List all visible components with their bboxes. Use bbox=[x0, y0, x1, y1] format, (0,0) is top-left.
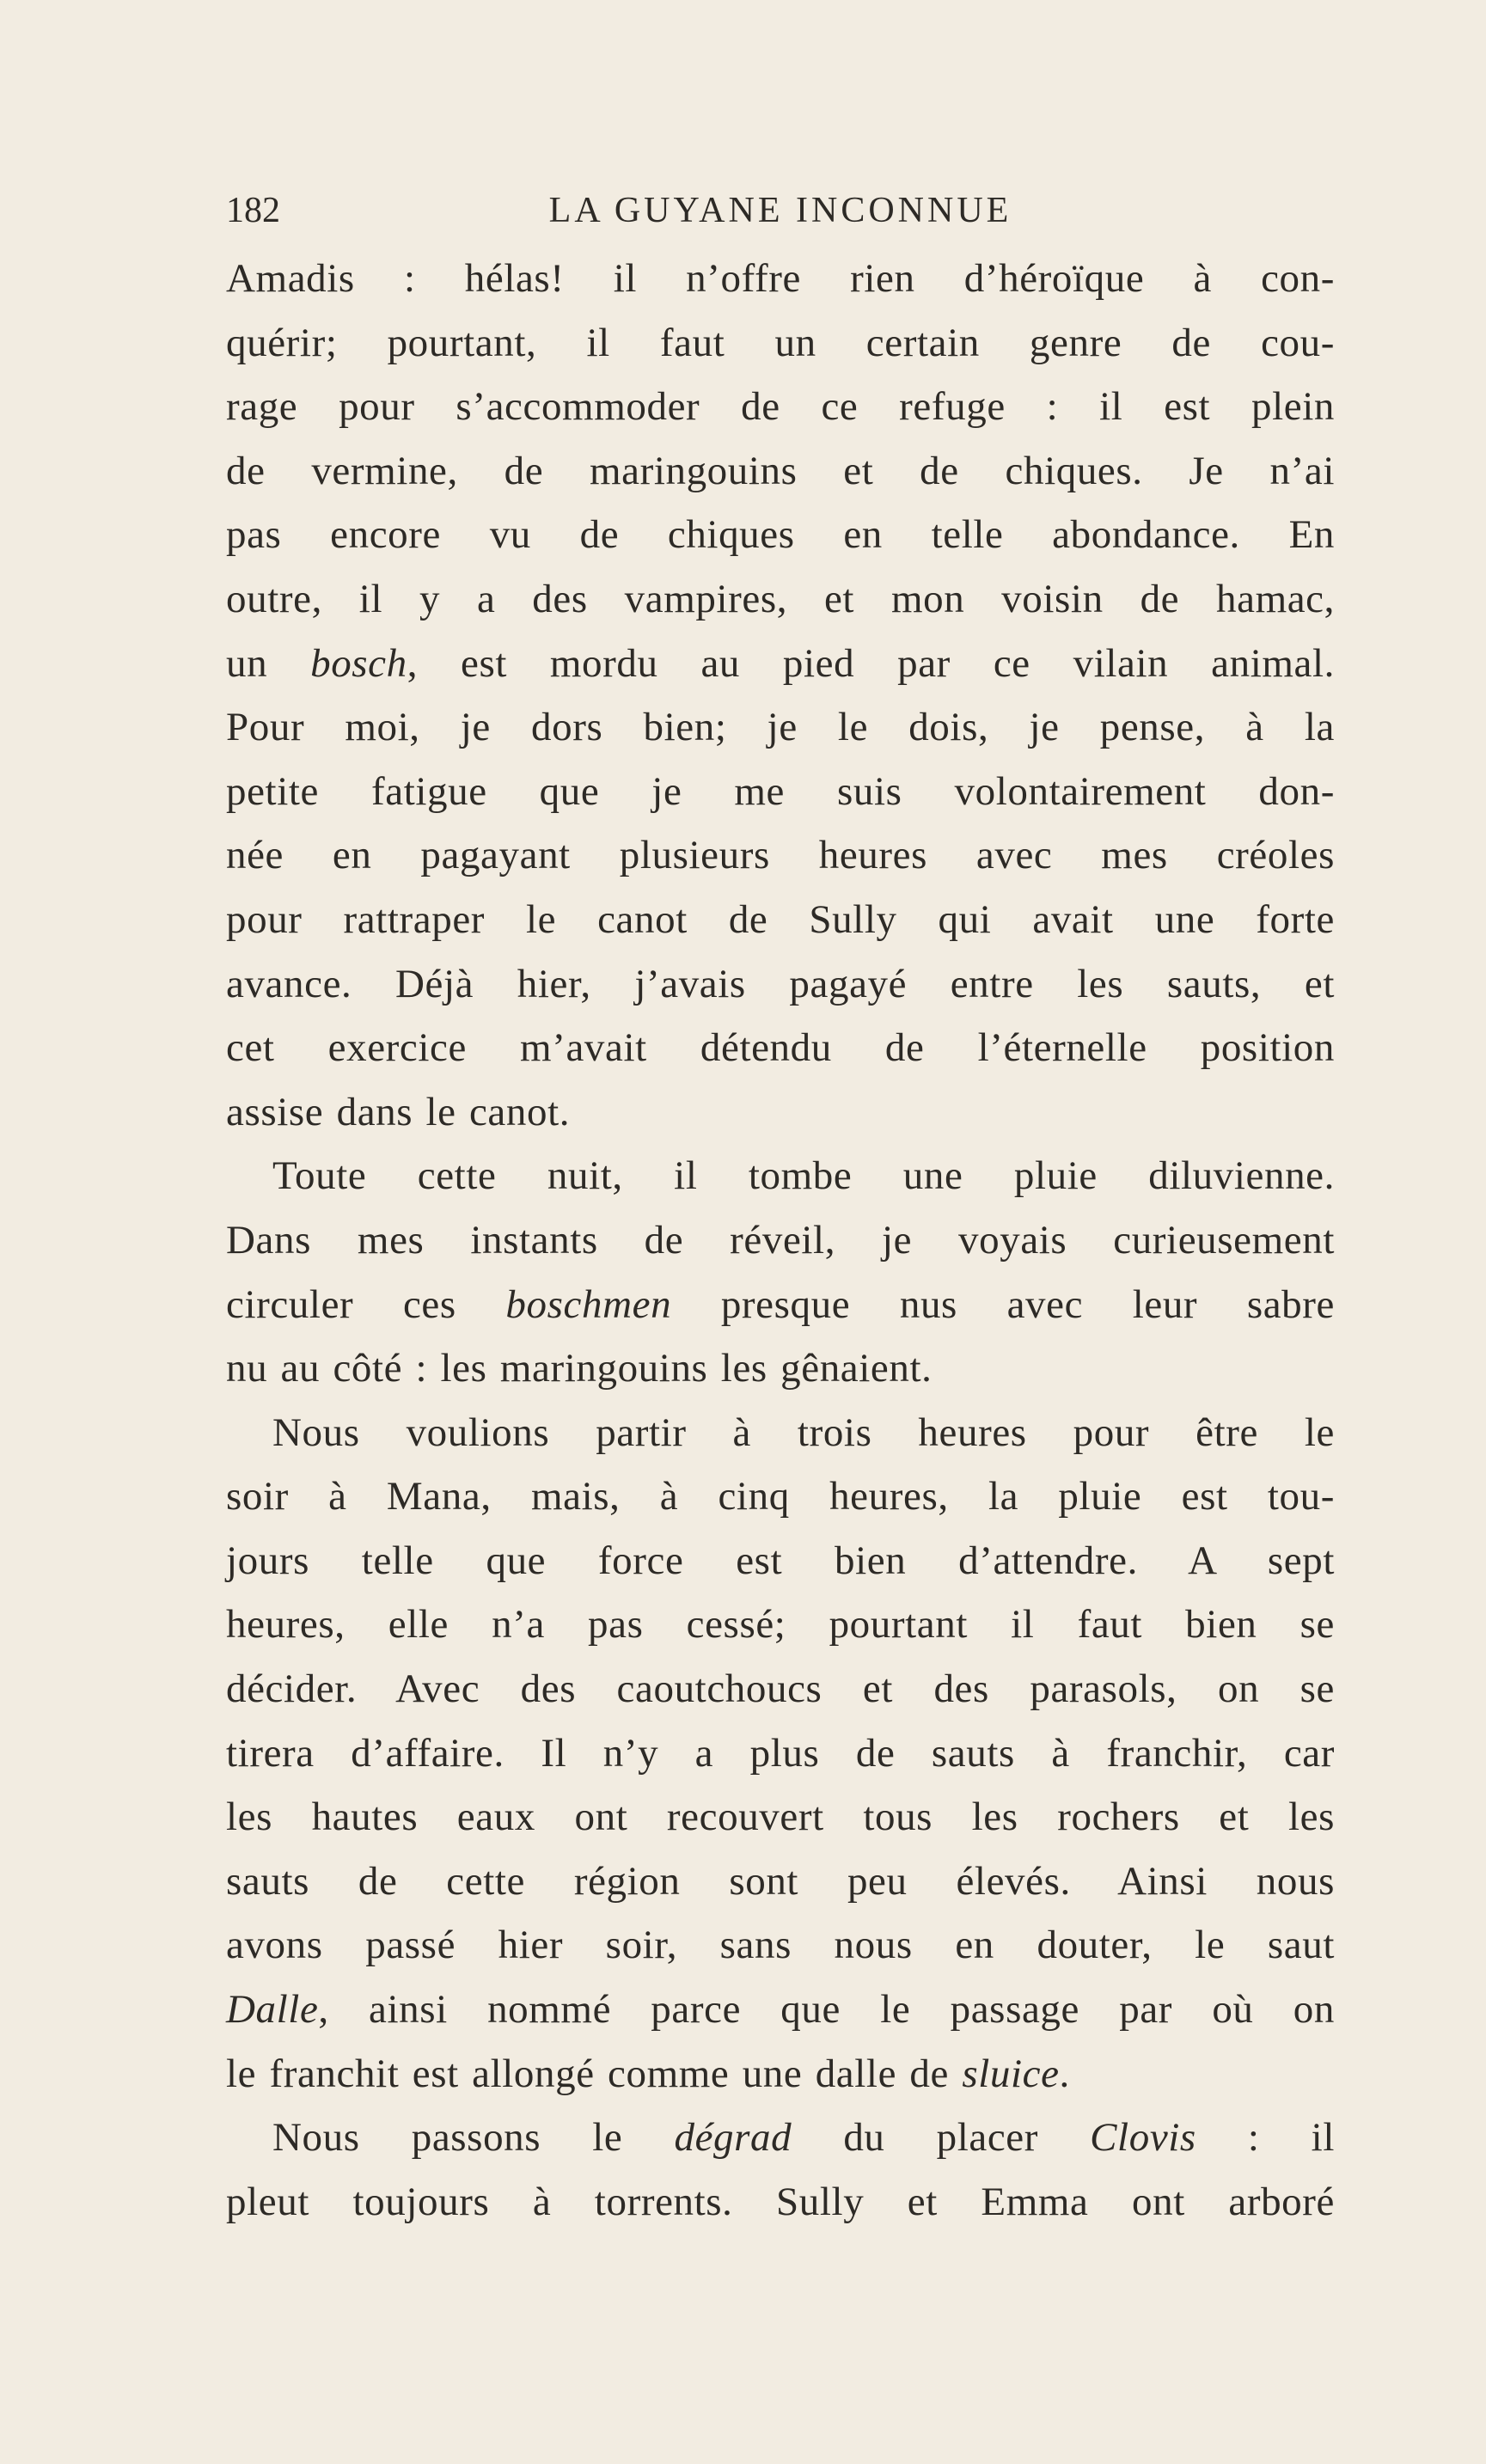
text-line bbox=[226, 1978, 1335, 2042]
text-segment: un bbox=[226, 640, 311, 686]
italic-text: Dalle bbox=[226, 1987, 319, 2033]
text-line bbox=[226, 1913, 1335, 1978]
text-segment: avance. Déjà hier, j’avais pagayé entre les sauts, et bbox=[226, 961, 1335, 1006]
text-segment: : il bbox=[1196, 2115, 1335, 2161]
text-segment: Nous voulions partir à trois heures pour être le bbox=[272, 1409, 1335, 1455]
text-line bbox=[226, 760, 1335, 824]
text-line bbox=[226, 823, 1335, 888]
text-segment: pas encore vu de chiques en telle abondance. En bbox=[226, 512, 1335, 558]
text-line bbox=[226, 1850, 1335, 1914]
text-segment: outre, il y a des vampires, et mon voisin de hamac, bbox=[226, 576, 1335, 621]
text-line bbox=[226, 1208, 1335, 1273]
text-line bbox=[226, 1657, 1335, 1721]
text-segment: Nous passons le bbox=[272, 2115, 675, 2161]
text-segment: du placer bbox=[792, 2115, 1091, 2161]
text-segment: le franchit est allongé comme une dalle de bbox=[226, 2051, 963, 2096]
italic-text: Clovis bbox=[1090, 2115, 1196, 2161]
text-segment: nu au côté : les maringouins les gênaient. bbox=[226, 1346, 933, 1391]
text-segment: jours telle que force est bien d’attendre. A sept bbox=[226, 1538, 1335, 1583]
text-segment: avons passé hier soir, sans nous en douter, le saut bbox=[226, 1923, 1335, 1968]
text-line bbox=[226, 2106, 1335, 2170]
page-header bbox=[226, 183, 1335, 236]
text-line bbox=[226, 1464, 1335, 1529]
text-segment: pleut toujours à torrents. Sully et Emma ont arboré bbox=[226, 2179, 1335, 2224]
text-segment: décider. Avec des caoutchoucs et des parasols, on se bbox=[226, 1666, 1335, 1712]
text-line bbox=[226, 2170, 1335, 2235]
text-segment: , ainsi nommé parce que le passage par où on bbox=[318, 1987, 1335, 2033]
text-segment: . bbox=[1059, 2051, 1070, 2096]
text-line bbox=[226, 632, 1335, 696]
text-line bbox=[226, 439, 1335, 504]
text-line bbox=[226, 952, 1335, 1017]
text-segment: assise dans le canot. bbox=[226, 1089, 571, 1134]
text-line bbox=[226, 311, 1335, 376]
body-text bbox=[226, 247, 1335, 2234]
text-segment: soir à Mana, mais, à cinq heures, la pluie est tou- bbox=[226, 1474, 1335, 1519]
italic-text: bosch bbox=[310, 640, 407, 686]
text-line bbox=[226, 1785, 1335, 1850]
text-line bbox=[226, 567, 1335, 632]
text-line bbox=[226, 375, 1335, 439]
text-line bbox=[226, 695, 1335, 760]
text-segment: quérir; pourtant, il faut un certain genre de cou- bbox=[226, 320, 1335, 365]
text-segment: presque nus avec leur sabre bbox=[671, 1281, 1335, 1327]
page-number: 182 bbox=[226, 191, 280, 230]
text-segment: Pour moi, je dors bien; je le dois, je pense, à la bbox=[226, 705, 1335, 750]
running-title: LA GUYANE INCONNUE bbox=[548, 191, 1012, 230]
text-line bbox=[226, 1593, 1335, 1657]
text-line bbox=[226, 1401, 1335, 1465]
text-segment: tirera d’affaire. Il n’y a plus de sauts à franchir, car bbox=[226, 1730, 1335, 1776]
text-line bbox=[226, 1529, 1335, 1593]
text-segment: pour rattraper le canot de Sully qui avait une forte bbox=[226, 896, 1335, 942]
text-segment: de vermine, de maringouins et de chiques. Je n’ai bbox=[226, 448, 1335, 493]
text-segment: petite fatigue que je me suis volontairement don- bbox=[226, 768, 1335, 814]
text-segment: Toute cette nuit, il tombe une pluie diluvienne. bbox=[272, 1153, 1335, 1199]
italic-text: sluice bbox=[962, 2051, 1060, 2096]
text-line bbox=[226, 1336, 1335, 1401]
text-line bbox=[226, 1273, 1335, 1337]
text-segment: les hautes eaux ont recouvert tous les rochers et les bbox=[226, 1795, 1335, 1840]
text-line bbox=[226, 1080, 1335, 1145]
text-segment: Amadis : hélas! il n’offre rien d’héroïque à con- bbox=[226, 256, 1335, 301]
text-line bbox=[226, 1721, 1335, 1786]
text-segment: cet exercice m’avait détendu de l’éternelle position bbox=[226, 1025, 1335, 1071]
text-block bbox=[226, 183, 1335, 2234]
text-segment: rage pour s’accommoder de ce refuge : il est plein bbox=[226, 384, 1335, 430]
text-line bbox=[226, 1016, 1335, 1080]
text-line bbox=[226, 503, 1335, 567]
italic-text: dégrad bbox=[674, 2115, 792, 2161]
text-segment: sauts de cette région sont peu élevés. Ainsi nous bbox=[226, 1858, 1335, 1904]
text-line bbox=[226, 1144, 1335, 1208]
text-segment: Dans mes instants de réveil, je voyais curieusement bbox=[226, 1217, 1335, 1263]
text-line bbox=[226, 888, 1335, 952]
italic-text: boschmen bbox=[505, 1281, 672, 1327]
text-segment: circuler ces bbox=[226, 1281, 506, 1327]
text-line bbox=[226, 2042, 1335, 2106]
text-segment: née en pagayant plusieurs heures avec mes créoles bbox=[226, 833, 1335, 878]
text-segment: heures, elle n’a pas cessé; pourtant il faut bien se bbox=[226, 1602, 1335, 1648]
text-segment: , est mordu au pied par ce vilain animal. bbox=[407, 640, 1335, 686]
text-line bbox=[226, 247, 1335, 311]
